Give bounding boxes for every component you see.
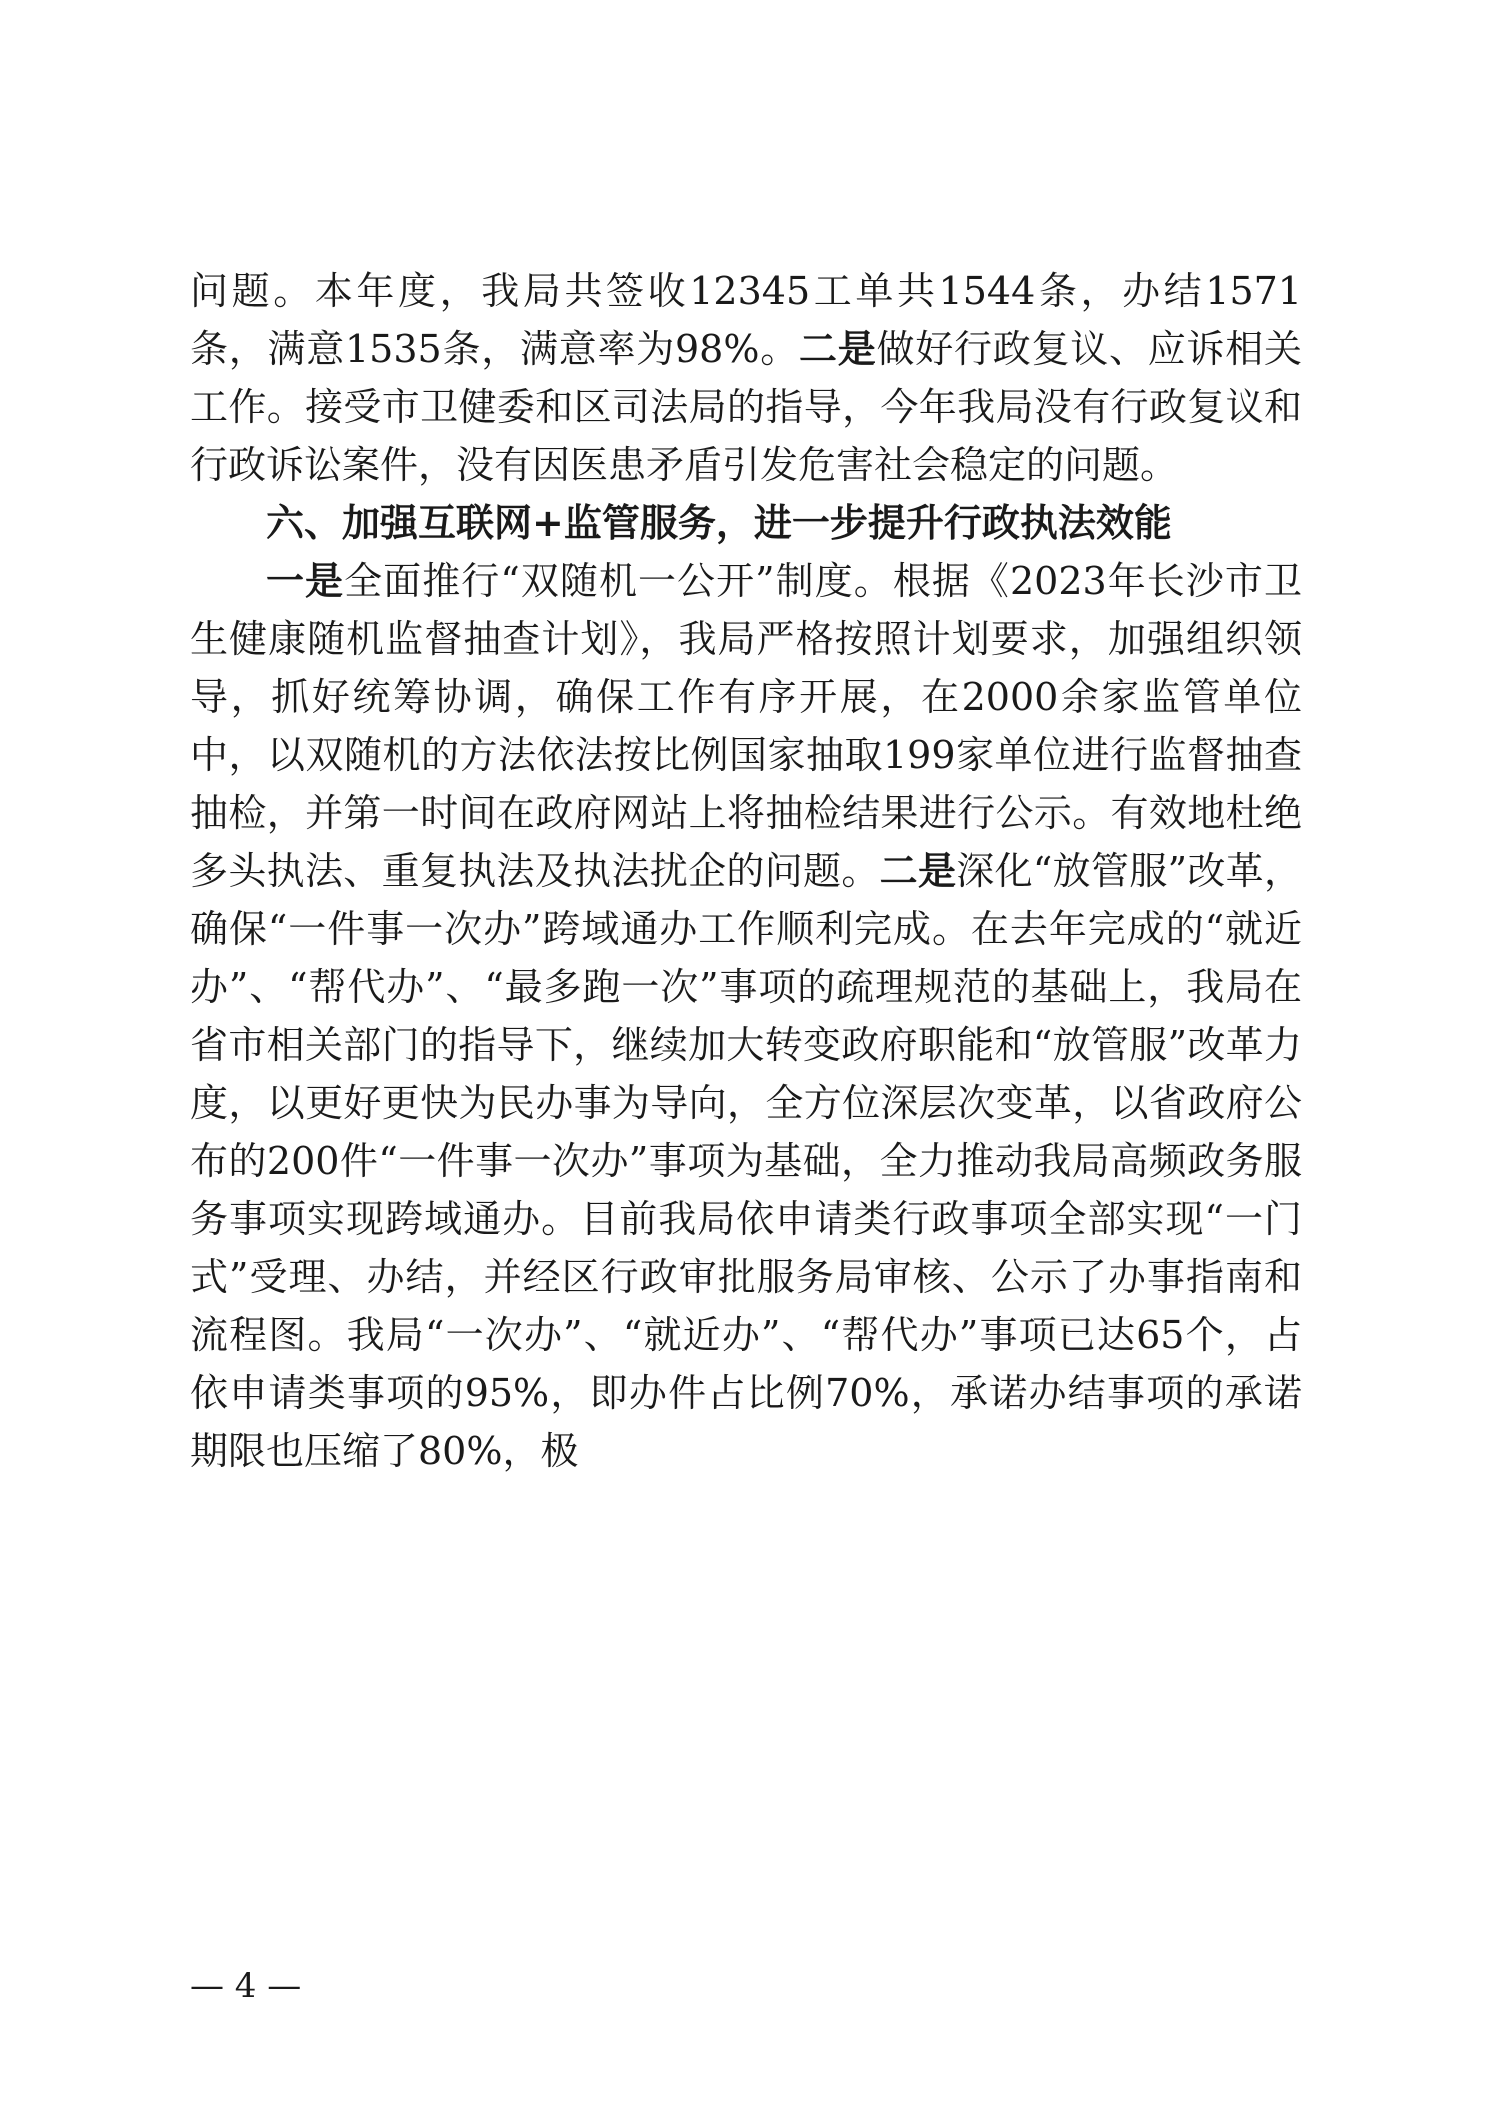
section-text-1: 全面推行“双随机一公开”制度。根据《2023年长沙市卫生健康随机监督抽查计划》，我局严格按照计划要求，加强组织领导，抓好统筹协调，确保工作有序开展，在2000余家监管单位中，以双随机的方法依法按比例国家抽取199家单位进行监督抽查抽检，并第一时间在政府网站上将抽检结果进行公示。有效地杜绝多头执法、重复执法及执法扰企的问题。 [190, 559, 1302, 893]
bold-marker-er-shi: 二是 [798, 327, 877, 371]
section-heading: 六、加强互联网+监管服务，进一步提升行政执法效能 [266, 501, 1172, 545]
section-text-2: 深化“放管服”改革，确保“一件事一次办”跨域通办工作顺利完成。在去年完成的“就近办”、“帮代办”、“最多跑一次”事项的疏理规范的基础上，我局在省市相关部门的指导下，继续加大转变政府职能和“放管服”改革力度，以更好更快为民办事为导向，全方位深层次变革，以省政府公布的200件“一件事一次办”事项为基础，全力推动我局高频政务服务事项实现跨域通办。目前我局依申请类行政事项全部实现“一门式”受理、办结，并经区行政审批服务局审核、公示了办事指南和流程图。我局“一次办”、“就近办”、“帮代办”事项已达65个，占依申请类事项的95%，即办件占比例70%，承诺办结事项的承诺期限也压缩了80%，极 [190, 849, 1302, 1473]
continuation-text-1: 问题。本年度，我局共签收12345工单共1544条，办结1571条，满意1535条，满意率为98%。 [190, 269, 1302, 371]
bold-marker-er-shi-2: 二是 [879, 849, 957, 893]
section-paragraph [190, 552, 1302, 1480]
document-body [190, 262, 1302, 1480]
continuation-text-2: 做好行政复议、应诉相关工作。接受市卫健委和区司法局的指导，今年我局没有行政复议和行政诉讼案件，没有因医患矛盾引发危害社会稳定的问题。 [190, 327, 1302, 487]
continuation-paragraph [190, 262, 1302, 494]
bold-marker-yi-shi: 一是 [266, 559, 345, 603]
page-number: — 4 — [190, 1966, 302, 2006]
